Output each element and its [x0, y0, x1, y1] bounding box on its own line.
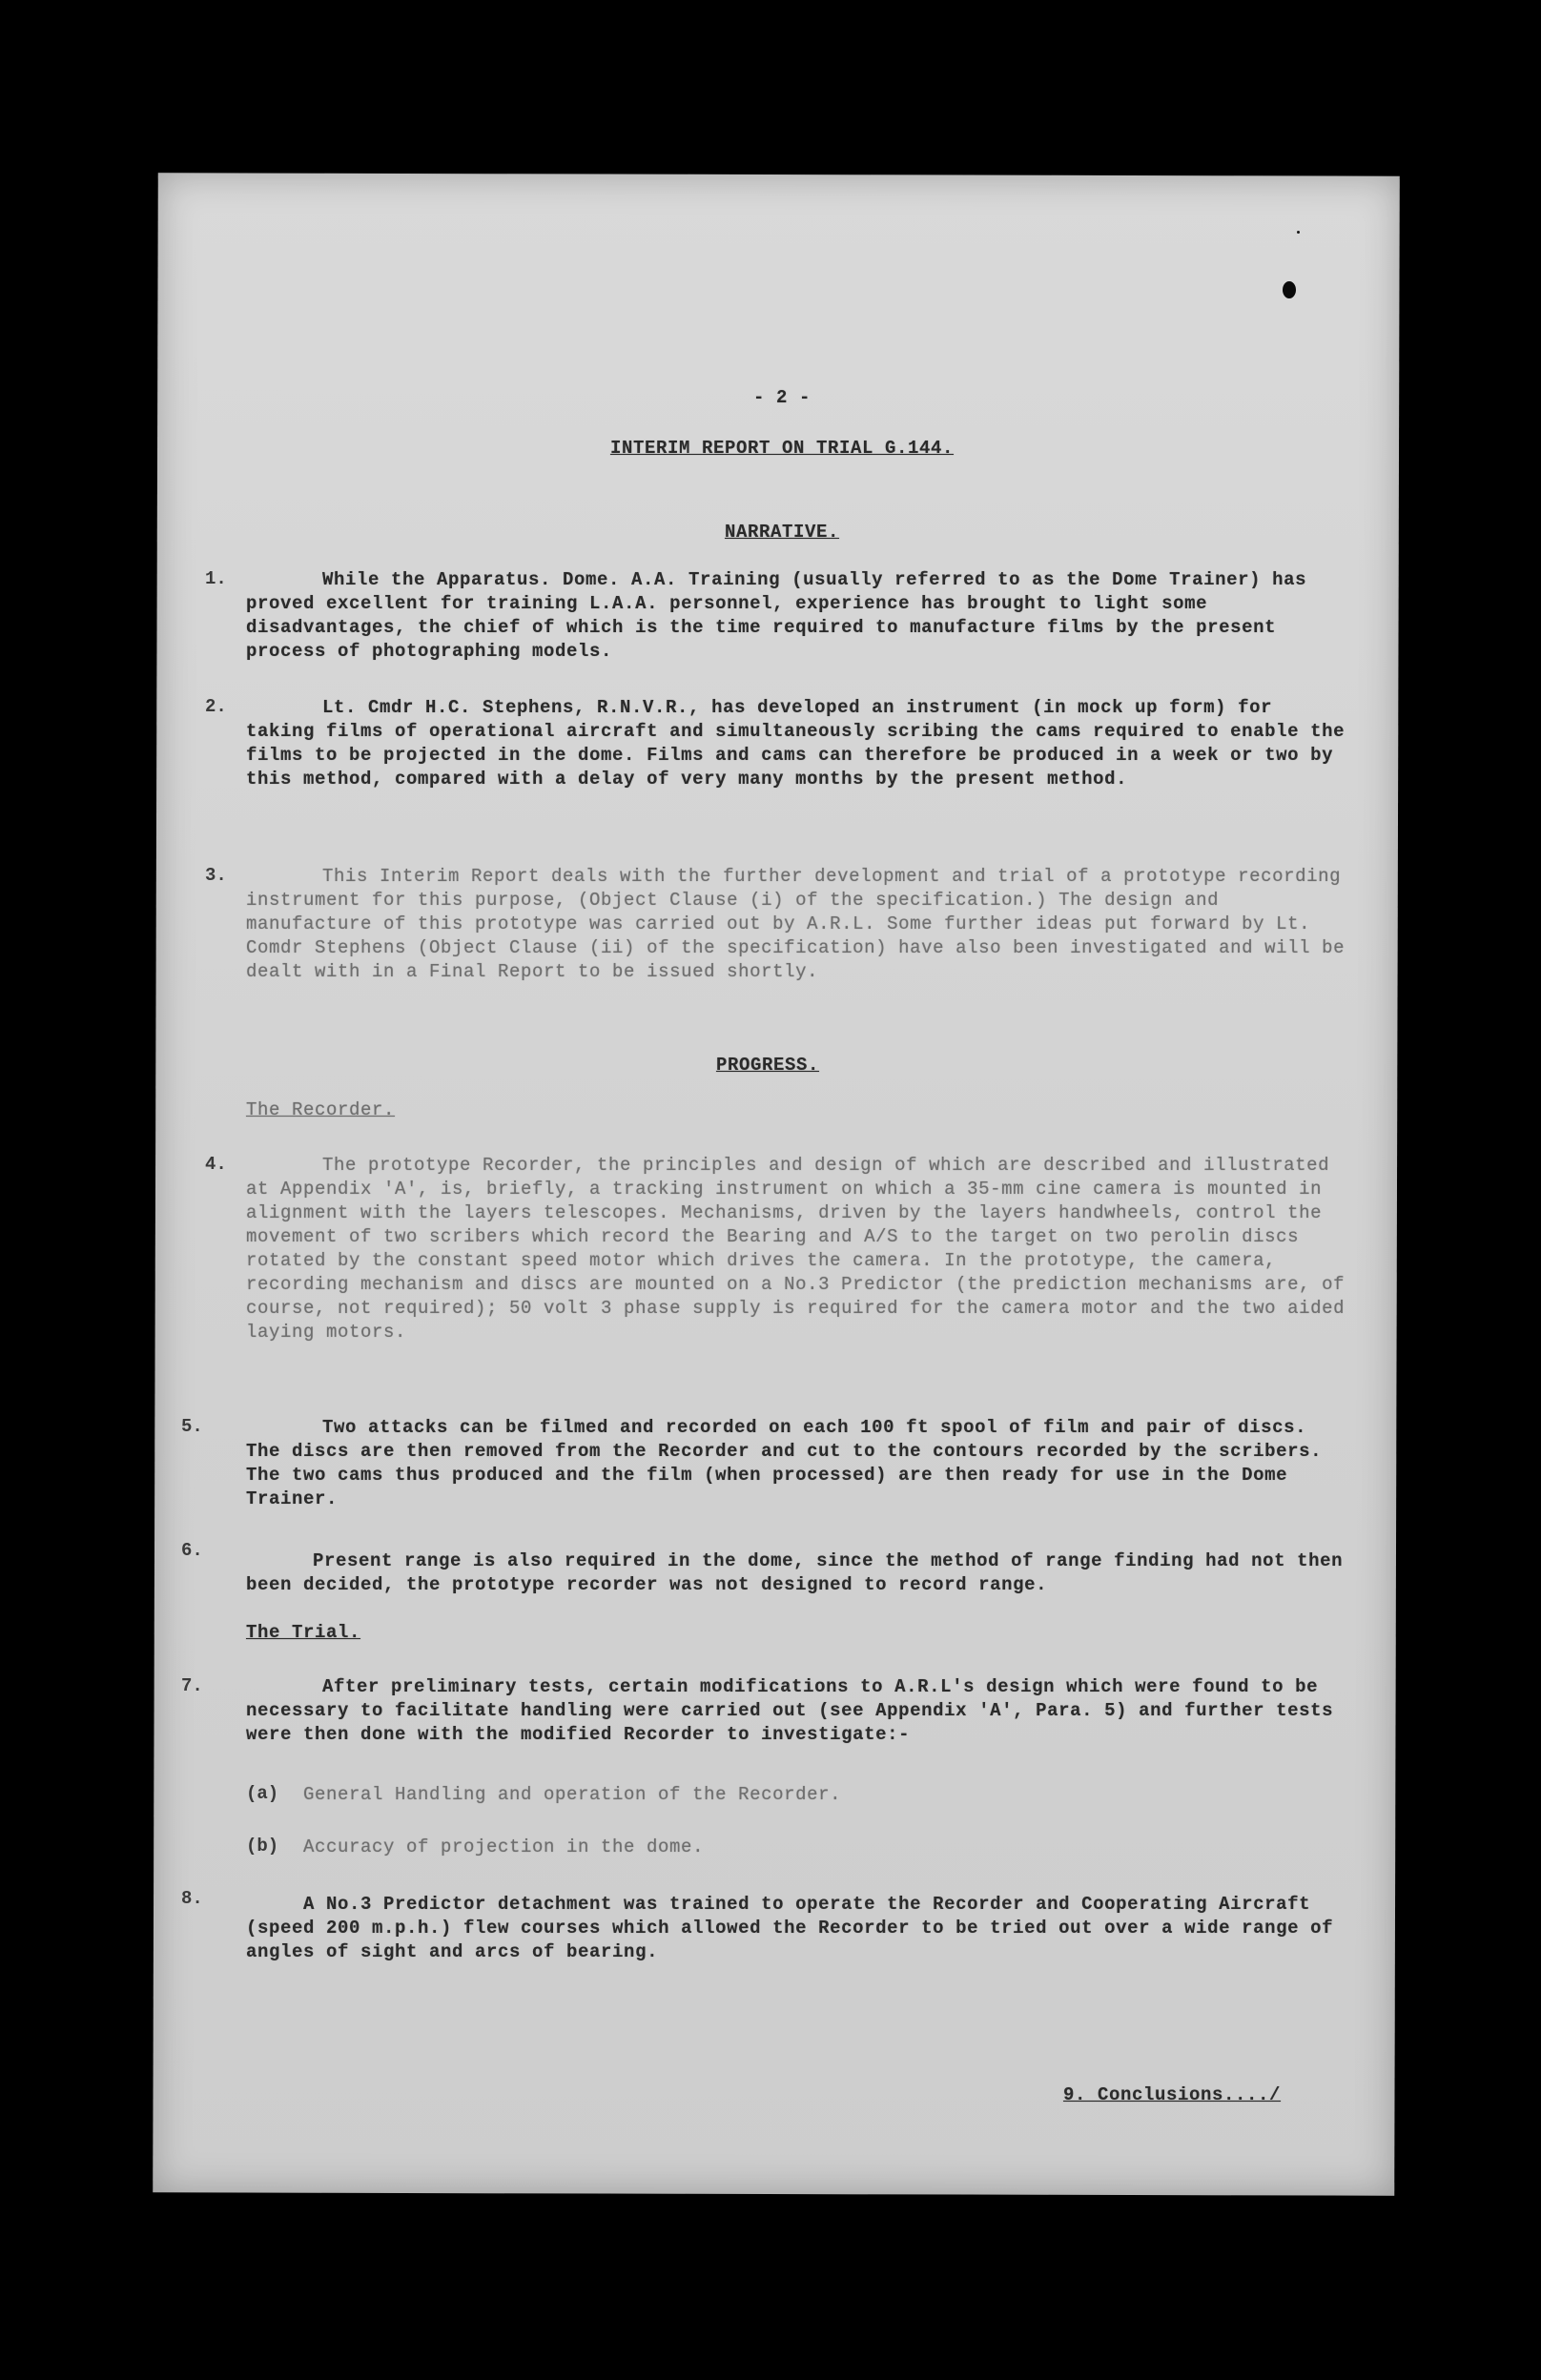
paragraph-4: The prototype Recorder, the principles and design of which are described and illustrated at Appendix 'A', is, briefly, a tracking instrument on which a 35-mm cine camera is mounted in alignment with the layers telescopes. Mechanisms, driven by the layers handwheels, control the movement of two scribers which record the Bearing and A/S to the target on two perolin discs rotated by the constant speed motor which drives the camera. In the prototype, the camera, recording mechanism and discs are mounted on a No.3 Predictor (the prediction mechanisms are, of course, not required); 50 volt 3 phase supply is required for the camera motor and the two aided laying motors.: [246, 1155, 1346, 1343]
paragraph-6: Present range is also required in the dome, since the method of range finding had not then been decided, the prototype recorder was not designed to record range.: [246, 1550, 1344, 1595]
item-label: (a): [246, 1783, 279, 1804]
paragraph-number: 8.: [181, 1888, 203, 1909]
paragraph-1: While the Apparatus. Dome. A.A. Training (usually referred to as the Dome Trainer) has proved excellent for training L.A.A. personnel, experience has brought to light some disadvantages, the chief of which is the time required to manufacture films by the present process of photographing models.: [246, 569, 1307, 662]
paragraph-5: Two attacks can be filmed and recorded on each 100 ft spool of film and pair of discs. The discs are then removed from the Recorder and cut to the contours recorded by the scribers. The two cams thus produced and the film (when processed) are then ready for use in the Dome Trainer.: [246, 1417, 1323, 1509]
item-b: Accuracy of projection in the dome.: [303, 1836, 705, 1857]
narrative-heading: NARRATIVE.: [724, 522, 840, 543]
recorder-heading: The Recorder.: [246, 1099, 396, 1120]
paragraph-number: 2.: [205, 696, 227, 717]
paragraph-number: 4.: [205, 1154, 227, 1175]
paragraph-number: 6.: [181, 1540, 203, 1561]
trial-heading: The Trial.: [246, 1622, 361, 1643]
ink-blot: [1283, 281, 1296, 298]
paragraph-number: 3.: [205, 865, 227, 886]
paragraph-number: 1.: [205, 568, 227, 589]
report-title: INTERIM REPORT ON TRIAL G.144.: [609, 438, 955, 459]
progress-heading: PROGRESS.: [715, 1055, 820, 1076]
page-number: - 2 -: [752, 387, 811, 408]
item-a: General Handling and operation of the Recorder.: [303, 1784, 842, 1805]
item-label: (b): [246, 1836, 279, 1857]
paragraph-3: This Interim Report deals with the further development and trial of a prototype recording instrument for this purpose, (Object Clause (i) of the specification.) The design and manufacture of this prototype was carried out by A.R.L. Some further ideas put forward by Lt. Comdr Stephens (Object Clause (ii) of the specification) have also been investigated and will be dealt with in a Final Report to be issued shortly.: [246, 866, 1346, 982]
paragraph-2: Lt. Cmdr H.C. Stephens, R.N.V.R., has developed an instrument (in mock up form) for taking films of operational aircraft and simultaneously scribing the cams required to enable the films to be projected in the dome. Films and cams can therefore be produced in a week or two by this method, compared with a delay of very many months by the present method.: [246, 697, 1346, 790]
paragraph-7: After preliminary tests, certain modifications to A.R.L's design which were found to be necessary to facilitate handling were carried out (see Appendix 'A', Para. 5) and further tests were then done with the modified Recorder to investigate:-: [246, 1676, 1334, 1745]
continuation-note: 9. Conclusions..../: [1063, 2084, 1282, 2105]
ink-speck: [1297, 231, 1300, 234]
paragraph-8: A No.3 Predictor detachment was trained to operate the Recorder and Cooperating Aircraft (speed 200 m.p.h.) flew courses which allowed the Recorder to be tried out over a wide range of angles of sight and arcs of bearing.: [246, 1894, 1334, 1962]
paragraph-number: 5.: [181, 1416, 203, 1437]
paragraph-number: 7.: [181, 1675, 203, 1696]
